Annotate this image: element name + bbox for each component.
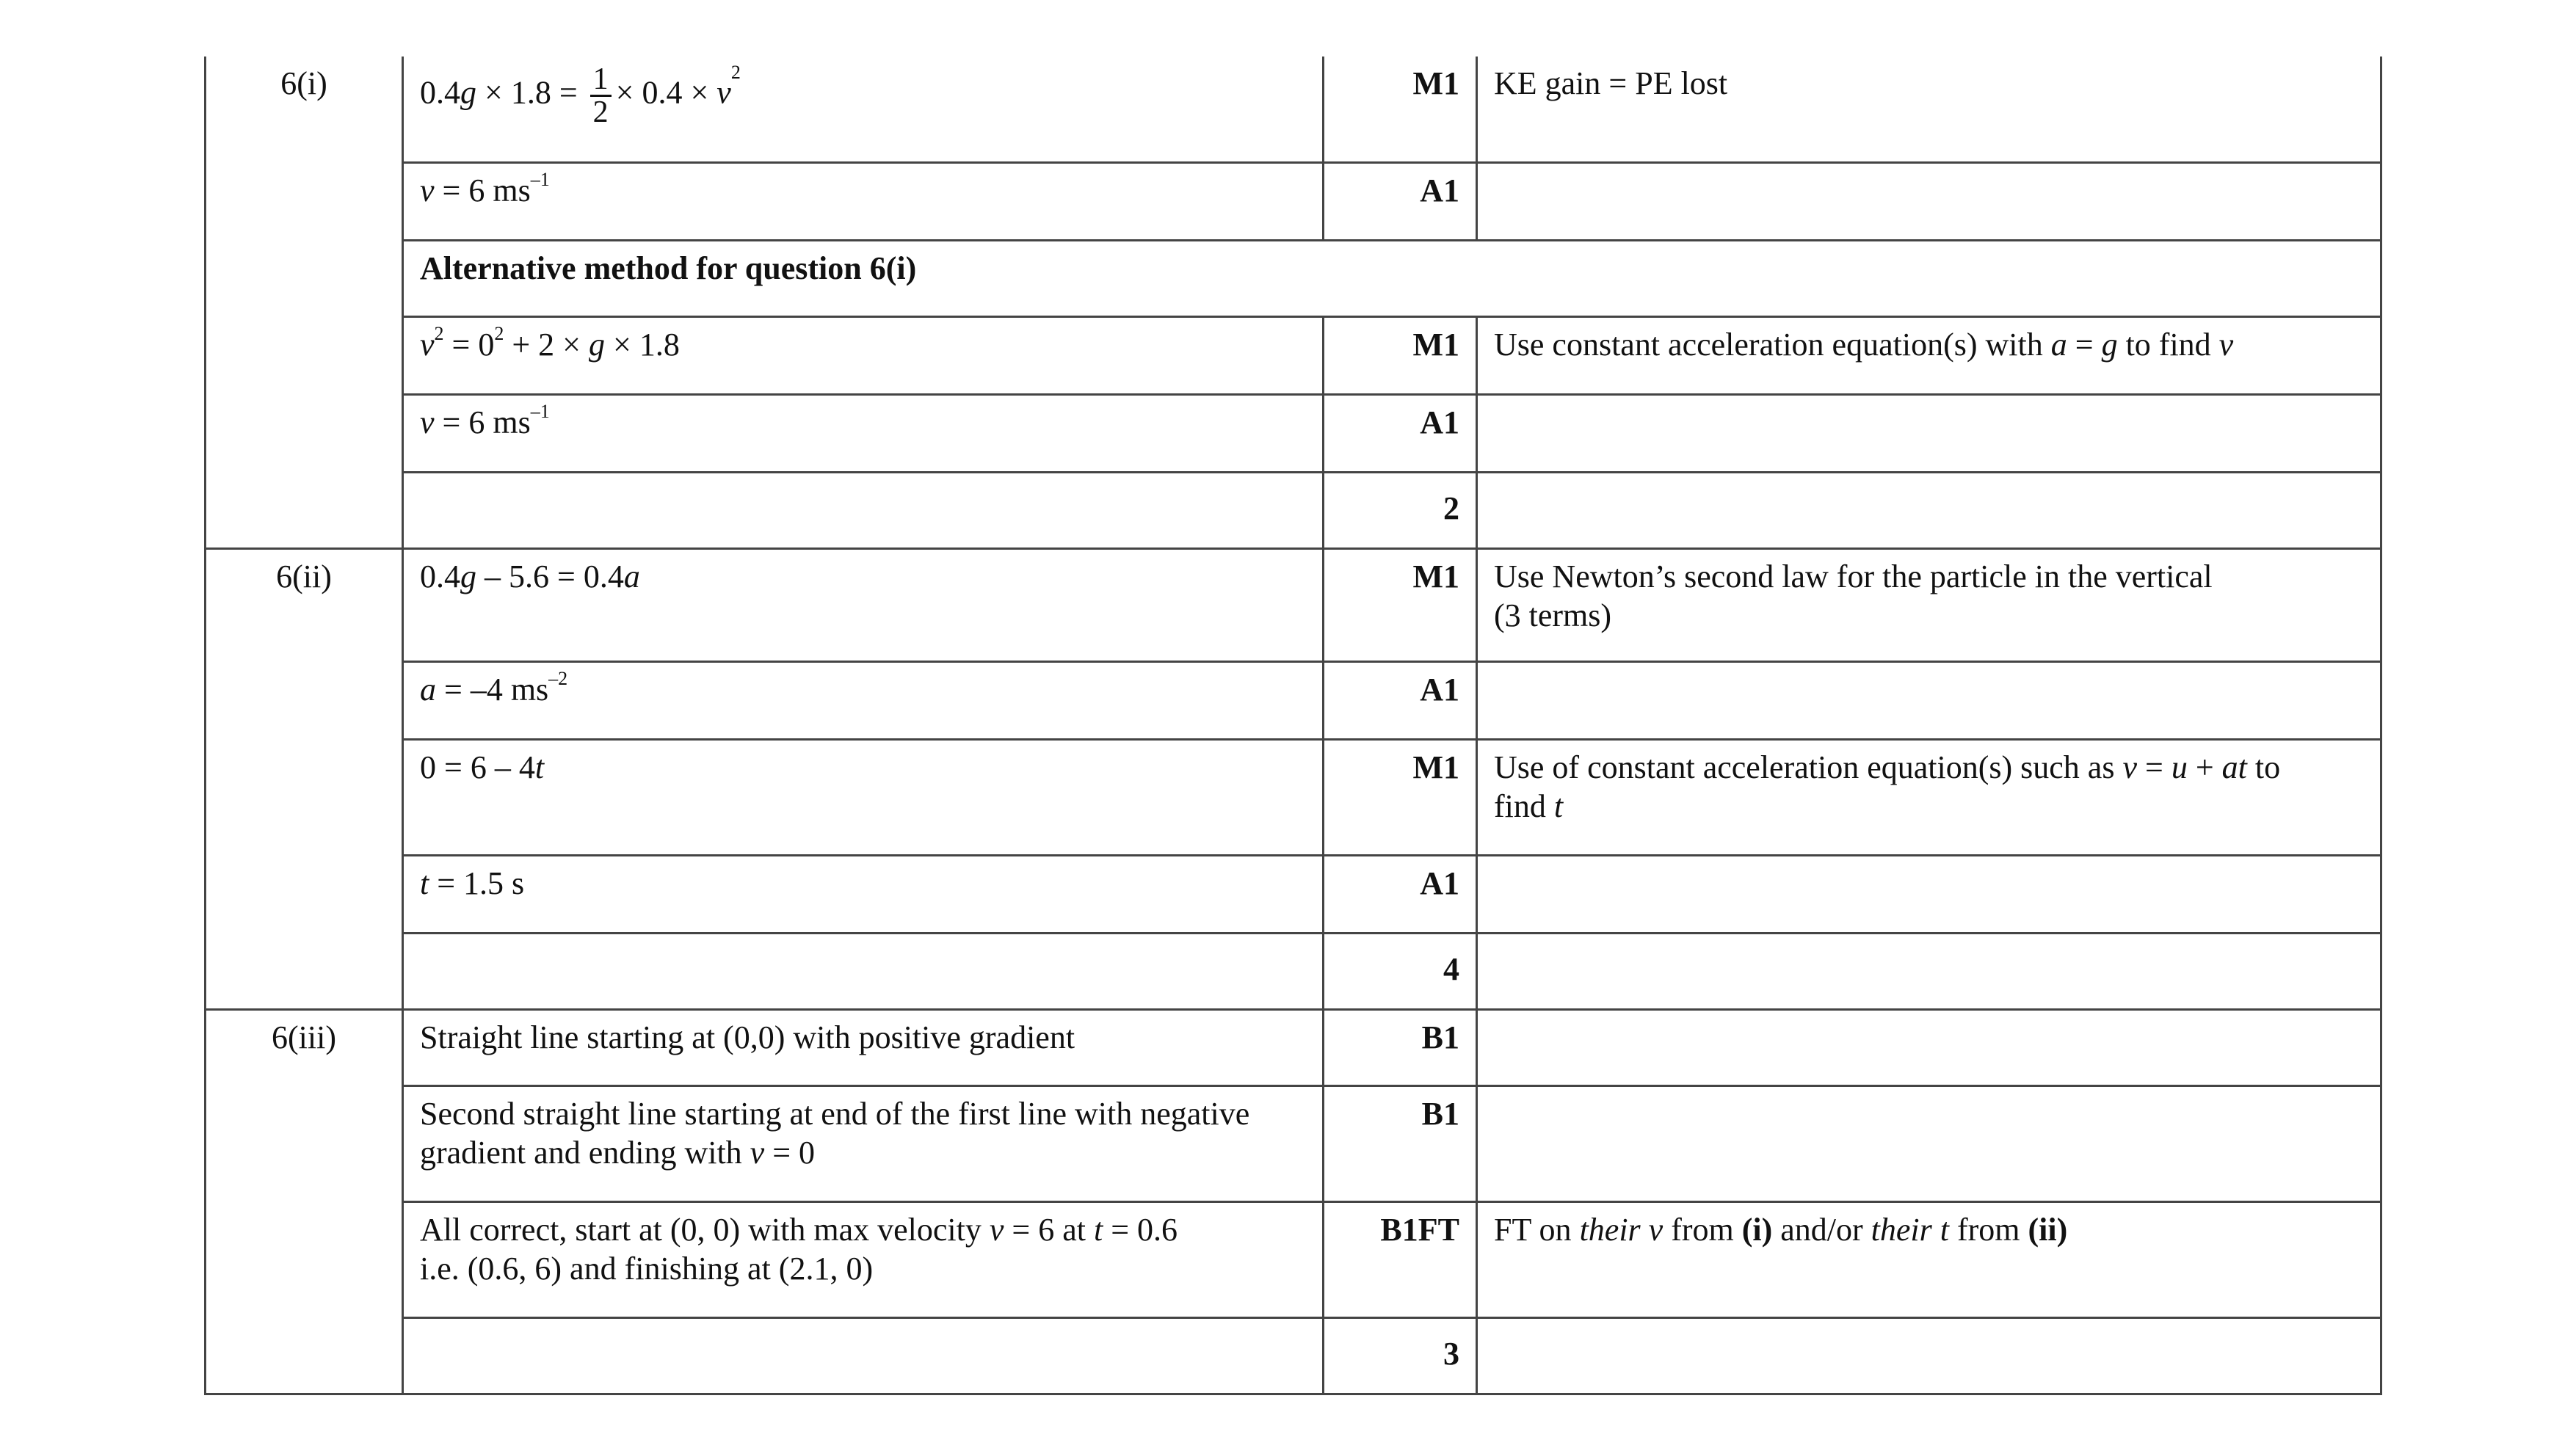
fraction-numerator: 1 (590, 64, 612, 97)
table-row (206, 472, 2381, 548)
total-marks: 2 (1324, 472, 1477, 548)
guidance-text: + (2187, 749, 2222, 785)
fraction-denominator: 2 (592, 95, 609, 129)
answer-text: v (420, 404, 435, 440)
answer-text: t (534, 749, 545, 785)
guidance-text: Use of constant acceleration equation(s) such as (1494, 749, 2123, 785)
answer-text: = 6 ms (434, 404, 531, 440)
mark-cell: A1 (1324, 661, 1477, 739)
mark-cell: M1 (1324, 57, 1477, 162)
answer-text: gradient and ending with (420, 1135, 750, 1171)
answer-text: g (589, 326, 605, 363)
table-row (206, 739, 2381, 855)
answer-text: v (750, 1135, 765, 1171)
table-row (206, 933, 2381, 1009)
table-row (206, 394, 2381, 472)
guidance-cell (1477, 472, 2381, 548)
table-row (206, 57, 2381, 162)
answer-cell: Straight line starting at (0,0) with positive gradient (403, 1009, 1324, 1085)
mark-cell: A1 (1324, 855, 1477, 933)
answer-text: v (716, 74, 731, 111)
guidance-text: u (2171, 749, 2188, 785)
guidance-text: (ii) (2028, 1211, 2068, 1248)
table-row (206, 661, 2381, 739)
guidance-cell (1477, 162, 2381, 240)
table-row (206, 240, 2381, 316)
answer-text: v (420, 326, 435, 363)
mark-cell: B1 (1324, 1085, 1477, 1201)
alternative-method-heading: Alternative method for question 6(i) (403, 240, 2381, 316)
exponent: –2 (548, 667, 568, 689)
answer-cell (403, 162, 1324, 240)
answer-text: = 6 ms (434, 172, 531, 208)
total-marks: 3 (1324, 1317, 1477, 1394)
guidance-text: their t (1871, 1211, 1949, 1248)
answer-cell (403, 855, 1324, 933)
question-label-6i: 6(i) (206, 57, 403, 548)
answer-text: t (420, 865, 429, 901)
guidance-text: to (2246, 749, 2281, 785)
answer-text: v (989, 1211, 1004, 1248)
guidance-text: a (2050, 326, 2067, 363)
answer-text: 0.4 (420, 74, 460, 111)
question-label-6iii: 6(iii) (206, 1009, 403, 1394)
guidance-cell (1477, 933, 2381, 1009)
guidance-cell (1477, 1085, 2381, 1201)
answer-text: × 1.8 (605, 326, 680, 363)
guidance-text: (3 terms) (1494, 597, 1612, 634)
guidance-cell (1477, 1009, 2381, 1085)
answer-text: = 0.6 (1103, 1211, 1178, 1248)
table-row (206, 548, 2381, 661)
guidance-text: v (2218, 326, 2234, 363)
table-row (206, 1317, 2381, 1394)
guidance-cell (1477, 548, 2381, 661)
answer-text: + 2 × (504, 326, 589, 363)
answer-text: All correct, start at (0, 0) with max velocity (420, 1211, 990, 1248)
guidance-text: v (2122, 749, 2137, 785)
guidance-text: from (1949, 1211, 2028, 1248)
guidance-text: at (2221, 749, 2247, 785)
table-row (206, 855, 2381, 933)
answer-text: = 1.5 s (429, 865, 525, 901)
total-marks: 4 (1324, 933, 1477, 1009)
answer-text: a (420, 671, 436, 707)
guidance-text: from (1663, 1211, 1742, 1248)
mark-cell: B1 (1324, 1009, 1477, 1085)
answer-text: t (1093, 1211, 1103, 1248)
table-row (206, 1201, 2381, 1317)
answer-text: Second straight line starting at end of the first line with negative (420, 1095, 1250, 1132)
answer-cell (403, 1085, 1324, 1201)
answer-cell (403, 57, 1324, 162)
mark-scheme-table (204, 57, 2382, 1395)
answer-text: × 0.4 × (615, 74, 717, 111)
guidance-cell (1477, 394, 2381, 472)
guidance-text: = (2136, 749, 2172, 785)
answer-text: = 6 at (1004, 1211, 1094, 1248)
question-label-6ii: 6(ii) (206, 548, 403, 1009)
answer-cell (403, 472, 1324, 548)
answer-text: g (460, 74, 476, 111)
guidance-cell (1477, 855, 2381, 933)
answer-cell (403, 739, 1324, 855)
guidance-cell (1477, 661, 2381, 739)
guidance-text: (i) (1741, 1211, 1773, 1248)
guidance-text: Use constant acceleration equation(s) with (1494, 326, 2051, 363)
answer-text: – 5.6 = 0.4 (476, 558, 624, 594)
answer-cell (403, 316, 1324, 394)
guidance-text: Use Newton’s second law for the particle in the vertical (1494, 558, 2213, 594)
table-row (206, 1009, 2381, 1085)
answer-text: v (420, 172, 435, 208)
answer-text: a (623, 558, 640, 594)
answer-cell (403, 394, 1324, 472)
guidance-text: g (2101, 326, 2118, 363)
guidance-cell (1477, 739, 2381, 855)
table-row (206, 316, 2381, 394)
mark-cell: M1 (1324, 548, 1477, 661)
guidance-cell (1477, 1317, 2381, 1394)
table-row (206, 162, 2381, 240)
guidance-text: FT on (1494, 1211, 1580, 1248)
guidance-text: find (1494, 788, 1554, 825)
mark-cell: A1 (1324, 394, 1477, 472)
answer-text: = –4 ms (436, 671, 549, 707)
answer-text: i.e. (0.6, 6) and finishing at (2.1, 0) (420, 1251, 874, 1287)
answer-text: 0 = 6 – 4 (420, 749, 535, 785)
guidance-cell (1477, 1201, 2381, 1317)
exponent: –1 (530, 400, 550, 422)
answer-cell (403, 1201, 1324, 1317)
fraction (590, 64, 612, 128)
answer-cell (403, 1317, 1324, 1394)
answer-text: 0.4 (420, 558, 460, 594)
answer-text: = 0 (443, 326, 495, 363)
guidance-text: = (2067, 326, 2102, 363)
guidance-text: t (1553, 788, 1564, 825)
guidance-cell (1477, 316, 2381, 394)
answer-cell (403, 933, 1324, 1009)
answer-cell (403, 661, 1324, 739)
mark-cell: M1 (1324, 739, 1477, 855)
exponent: 2 (494, 322, 504, 344)
answer-text: g (460, 558, 476, 594)
answer-text: × 1.8 = (476, 74, 586, 111)
guidance-text: to find (2117, 326, 2219, 363)
guidance-cell: KE gain = PE lost (1477, 57, 2381, 162)
exponent: 2 (730, 62, 741, 83)
guidance-text: their v (1579, 1211, 1663, 1248)
answer-cell (403, 548, 1324, 661)
mark-cell: A1 (1324, 162, 1477, 240)
table-row (206, 1085, 2381, 1201)
exponent: –1 (530, 168, 550, 190)
answer-text: = 0 (764, 1135, 816, 1171)
guidance-text: and/or (1772, 1211, 1871, 1248)
exponent: 2 (434, 322, 444, 344)
mark-cell: M1 (1324, 316, 1477, 394)
mark-cell: B1FT (1324, 1201, 1477, 1317)
